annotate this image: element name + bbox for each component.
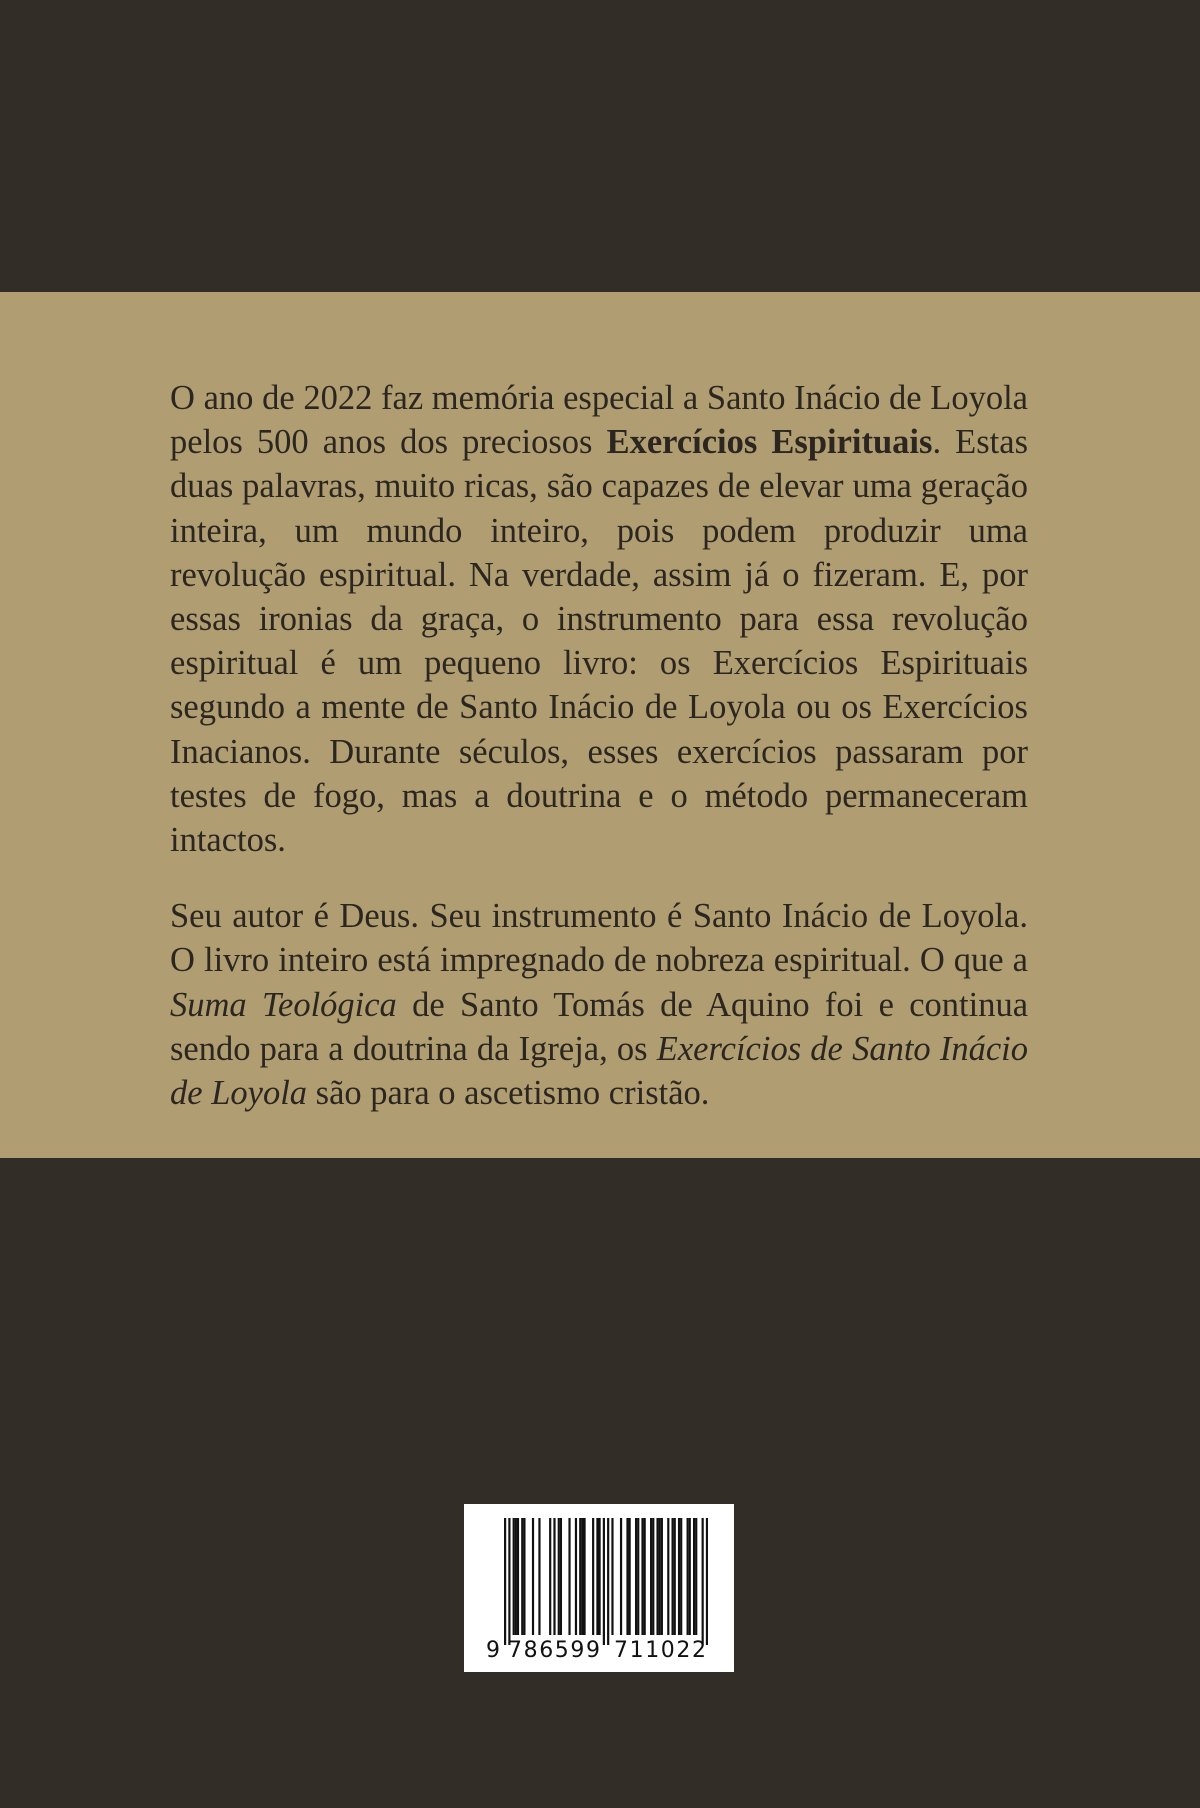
barcode-bar bbox=[644, 1518, 646, 1635]
barcode-bar bbox=[579, 1518, 581, 1635]
barcode-bar bbox=[538, 1518, 540, 1635]
barcode-bar bbox=[678, 1518, 680, 1635]
barcode-left-digits: 786599 bbox=[508, 1638, 602, 1663]
barcode-bar bbox=[661, 1518, 663, 1635]
barcode-bar bbox=[603, 1518, 605, 1645]
barcode-bar bbox=[558, 1518, 560, 1635]
barcode-bar bbox=[680, 1518, 682, 1635]
barcode-bar bbox=[629, 1518, 631, 1635]
barcode-bar bbox=[508, 1518, 510, 1645]
book-title-bold: Exercícios Espirituais bbox=[606, 423, 933, 462]
barcode-bar bbox=[583, 1518, 585, 1635]
barcode-bar bbox=[517, 1518, 519, 1635]
top-dark-band bbox=[0, 0, 1200, 292]
barcode-bar bbox=[702, 1518, 704, 1645]
barcode-bar bbox=[513, 1518, 515, 1635]
barcode-bar bbox=[549, 1518, 551, 1635]
blurb-text: são para o ascetismo cristão. bbox=[307, 1074, 710, 1113]
blurb-text: Seu autor é Deus. Seu instrumento é Santo Inácio de Loyola. O livro inteiro está impregnado de nobreza espiritual. O que a bbox=[170, 897, 1028, 980]
barcode-bar bbox=[560, 1518, 562, 1635]
barcode-bar bbox=[504, 1518, 506, 1645]
barcode-bar bbox=[521, 1518, 523, 1635]
barcode-bar bbox=[620, 1518, 622, 1635]
barcode-bar bbox=[693, 1518, 695, 1635]
barcode-bar bbox=[581, 1518, 583, 1635]
barcode-bar bbox=[674, 1518, 676, 1635]
barcode-bar bbox=[637, 1518, 639, 1635]
blurb-text: O ano de 2022 faz memória especial a Santo Inácio de Loyola pelos 500 anos dos preciosos bbox=[170, 379, 1028, 462]
barcode-bar bbox=[641, 1518, 643, 1635]
barcode-bar bbox=[650, 1518, 652, 1635]
barcode-bar bbox=[671, 1518, 673, 1635]
barcode-bar bbox=[596, 1518, 598, 1635]
barcode-bar bbox=[607, 1518, 609, 1645]
barcode-bar bbox=[652, 1518, 654, 1635]
barcode-bar bbox=[553, 1518, 555, 1635]
barcode-first-digit: 9 bbox=[486, 1638, 502, 1663]
barcode-bar bbox=[687, 1518, 689, 1635]
italic-title-exercicios: Exercícios de Santo Inácio de Loyola bbox=[170, 1029, 1028, 1113]
barcode-number bbox=[486, 1636, 720, 1666]
barcode-bar bbox=[575, 1518, 577, 1635]
blurb-panel bbox=[0, 292, 1200, 1158]
isbn-barcode bbox=[464, 1504, 734, 1672]
blurb-paragraph-1 bbox=[170, 376, 1028, 862]
blurb-text: . Estas duas palavras, muito ricas, são capazes de elevar uma geração inteira, um mundo inteiro, pois podem produzir uma revolução espiritual. Na verdade, assim já o fizeram. E, por essas ironias da graça, o instrumento para essa revolução espiritual é um pequeno livro: os Exercícios Espirituais segundo a mente de Santo Inácio de Loyola ou os Exercícios Inacianos. Durante séculos, esses exercícios passaram por testes de fogo, mas a doutrina e o método permaneceram intactos. bbox=[170, 423, 1029, 860]
barcode-bar bbox=[635, 1518, 637, 1635]
barcode-bar bbox=[659, 1518, 661, 1635]
barcode-bar bbox=[695, 1518, 697, 1635]
barcode-bars bbox=[504, 1518, 708, 1645]
blurb-text: de Santo Tomás de Aquino foi e continua sendo para a doutrina da Igreja, os bbox=[170, 985, 1029, 1068]
barcode-bar bbox=[592, 1518, 594, 1635]
barcode-bar bbox=[532, 1518, 534, 1635]
barcode-bar bbox=[656, 1518, 658, 1635]
barcode-bar bbox=[568, 1518, 570, 1635]
barcode-right-digits: 711022 bbox=[614, 1638, 708, 1663]
barcode-bar bbox=[523, 1518, 525, 1635]
blurb-paragraph-2 bbox=[170, 894, 1028, 1115]
italic-title-suma: Suma Teológica bbox=[170, 985, 397, 1024]
barcode-bar bbox=[689, 1518, 691, 1635]
bottom-dark-band bbox=[0, 1158, 1200, 1808]
barcode-bar bbox=[706, 1518, 708, 1645]
barcode-bar bbox=[598, 1518, 600, 1635]
barcode-bar bbox=[611, 1518, 613, 1635]
barcode-bar bbox=[515, 1518, 517, 1635]
barcode-bar bbox=[626, 1518, 628, 1635]
barcode-bar bbox=[667, 1518, 669, 1635]
